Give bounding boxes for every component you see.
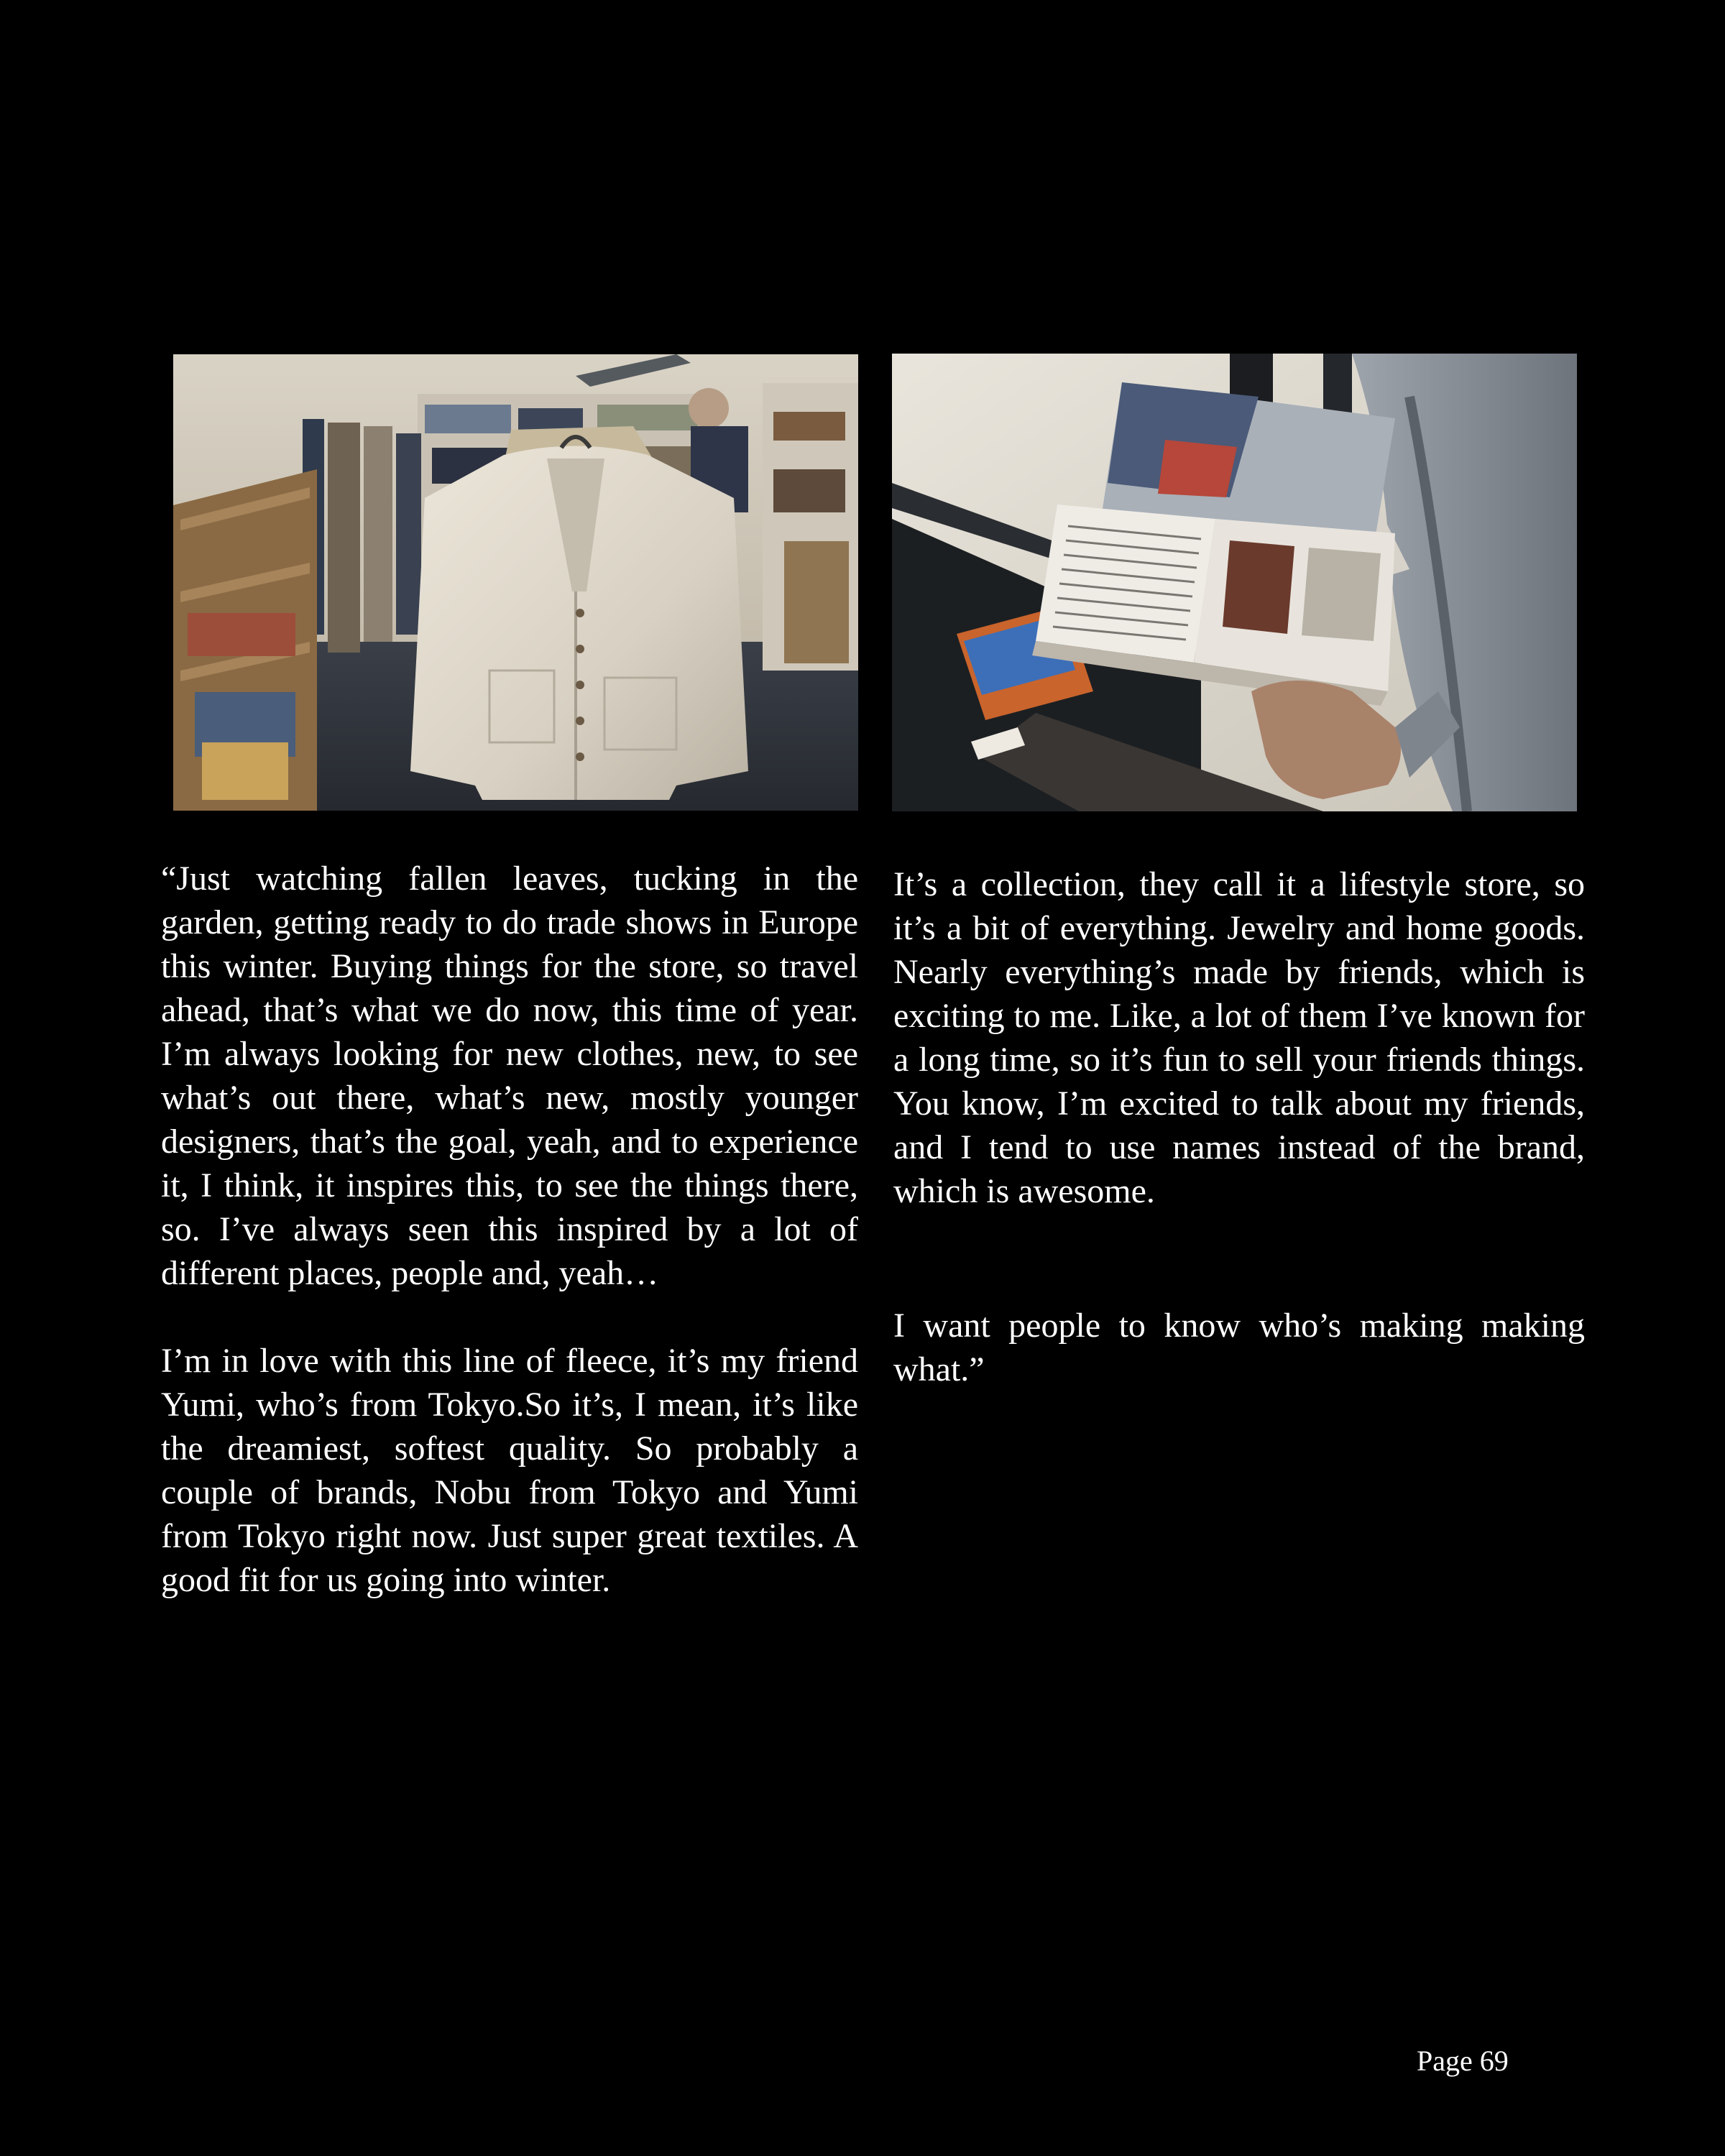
reading-book-photo	[892, 354, 1577, 811]
reading-book-photo-icon	[892, 354, 1577, 811]
store-cardigan-photo	[173, 354, 858, 811]
left-text-column	[161, 857, 858, 1602]
store-cardigan-photo-icon	[173, 354, 858, 811]
left-paragraph-2: I’m in love with this line of fleece, it’s my friend Yumi, who’s from Tokyo.So it’s, I mean, it’s like the dreamiest, softest quality. So probably a couple of brands, Nobu from Tokyo and Yumi from Tokyo right now. Just super great textiles. A good fit for us going into winter.	[161, 1342, 858, 1599]
right-paragraph-1: It’s a collection, they call it a lifestyle store, so it’s a bit of everything. Jewelry and home goods. Nearly everything’s made by friends, which is exciting to me. Like, a lot of them I’ve known for a long time, so it’s fun to sell your friends things. You know, I’m excited to talk about my friends, and I tend to use names instead of the brand, which is awesome.	[893, 865, 1585, 1210]
left-paragraph-1: “Just watching fallen leaves, tucking in the garden, getting ready to do trade shows in Europe this winter. Buying things for the store, so travel ahead, that’s what we do now, this time of year. I’m always looking for new clothes, new, to see what’s out there, what’s new, mostly younger designers, that’s the goal, yeah, and to experience it, I think, it inspires this, to see the things there, so. I’ve always seen this inspired by a lot of different places, people and, yeah…	[161, 860, 858, 1292]
right-paragraph-2: I want people to know who’s making making what.”	[893, 1307, 1585, 1388]
page-number: Page 69	[1417, 2045, 1509, 2077]
right-text-column	[893, 862, 1585, 1391]
